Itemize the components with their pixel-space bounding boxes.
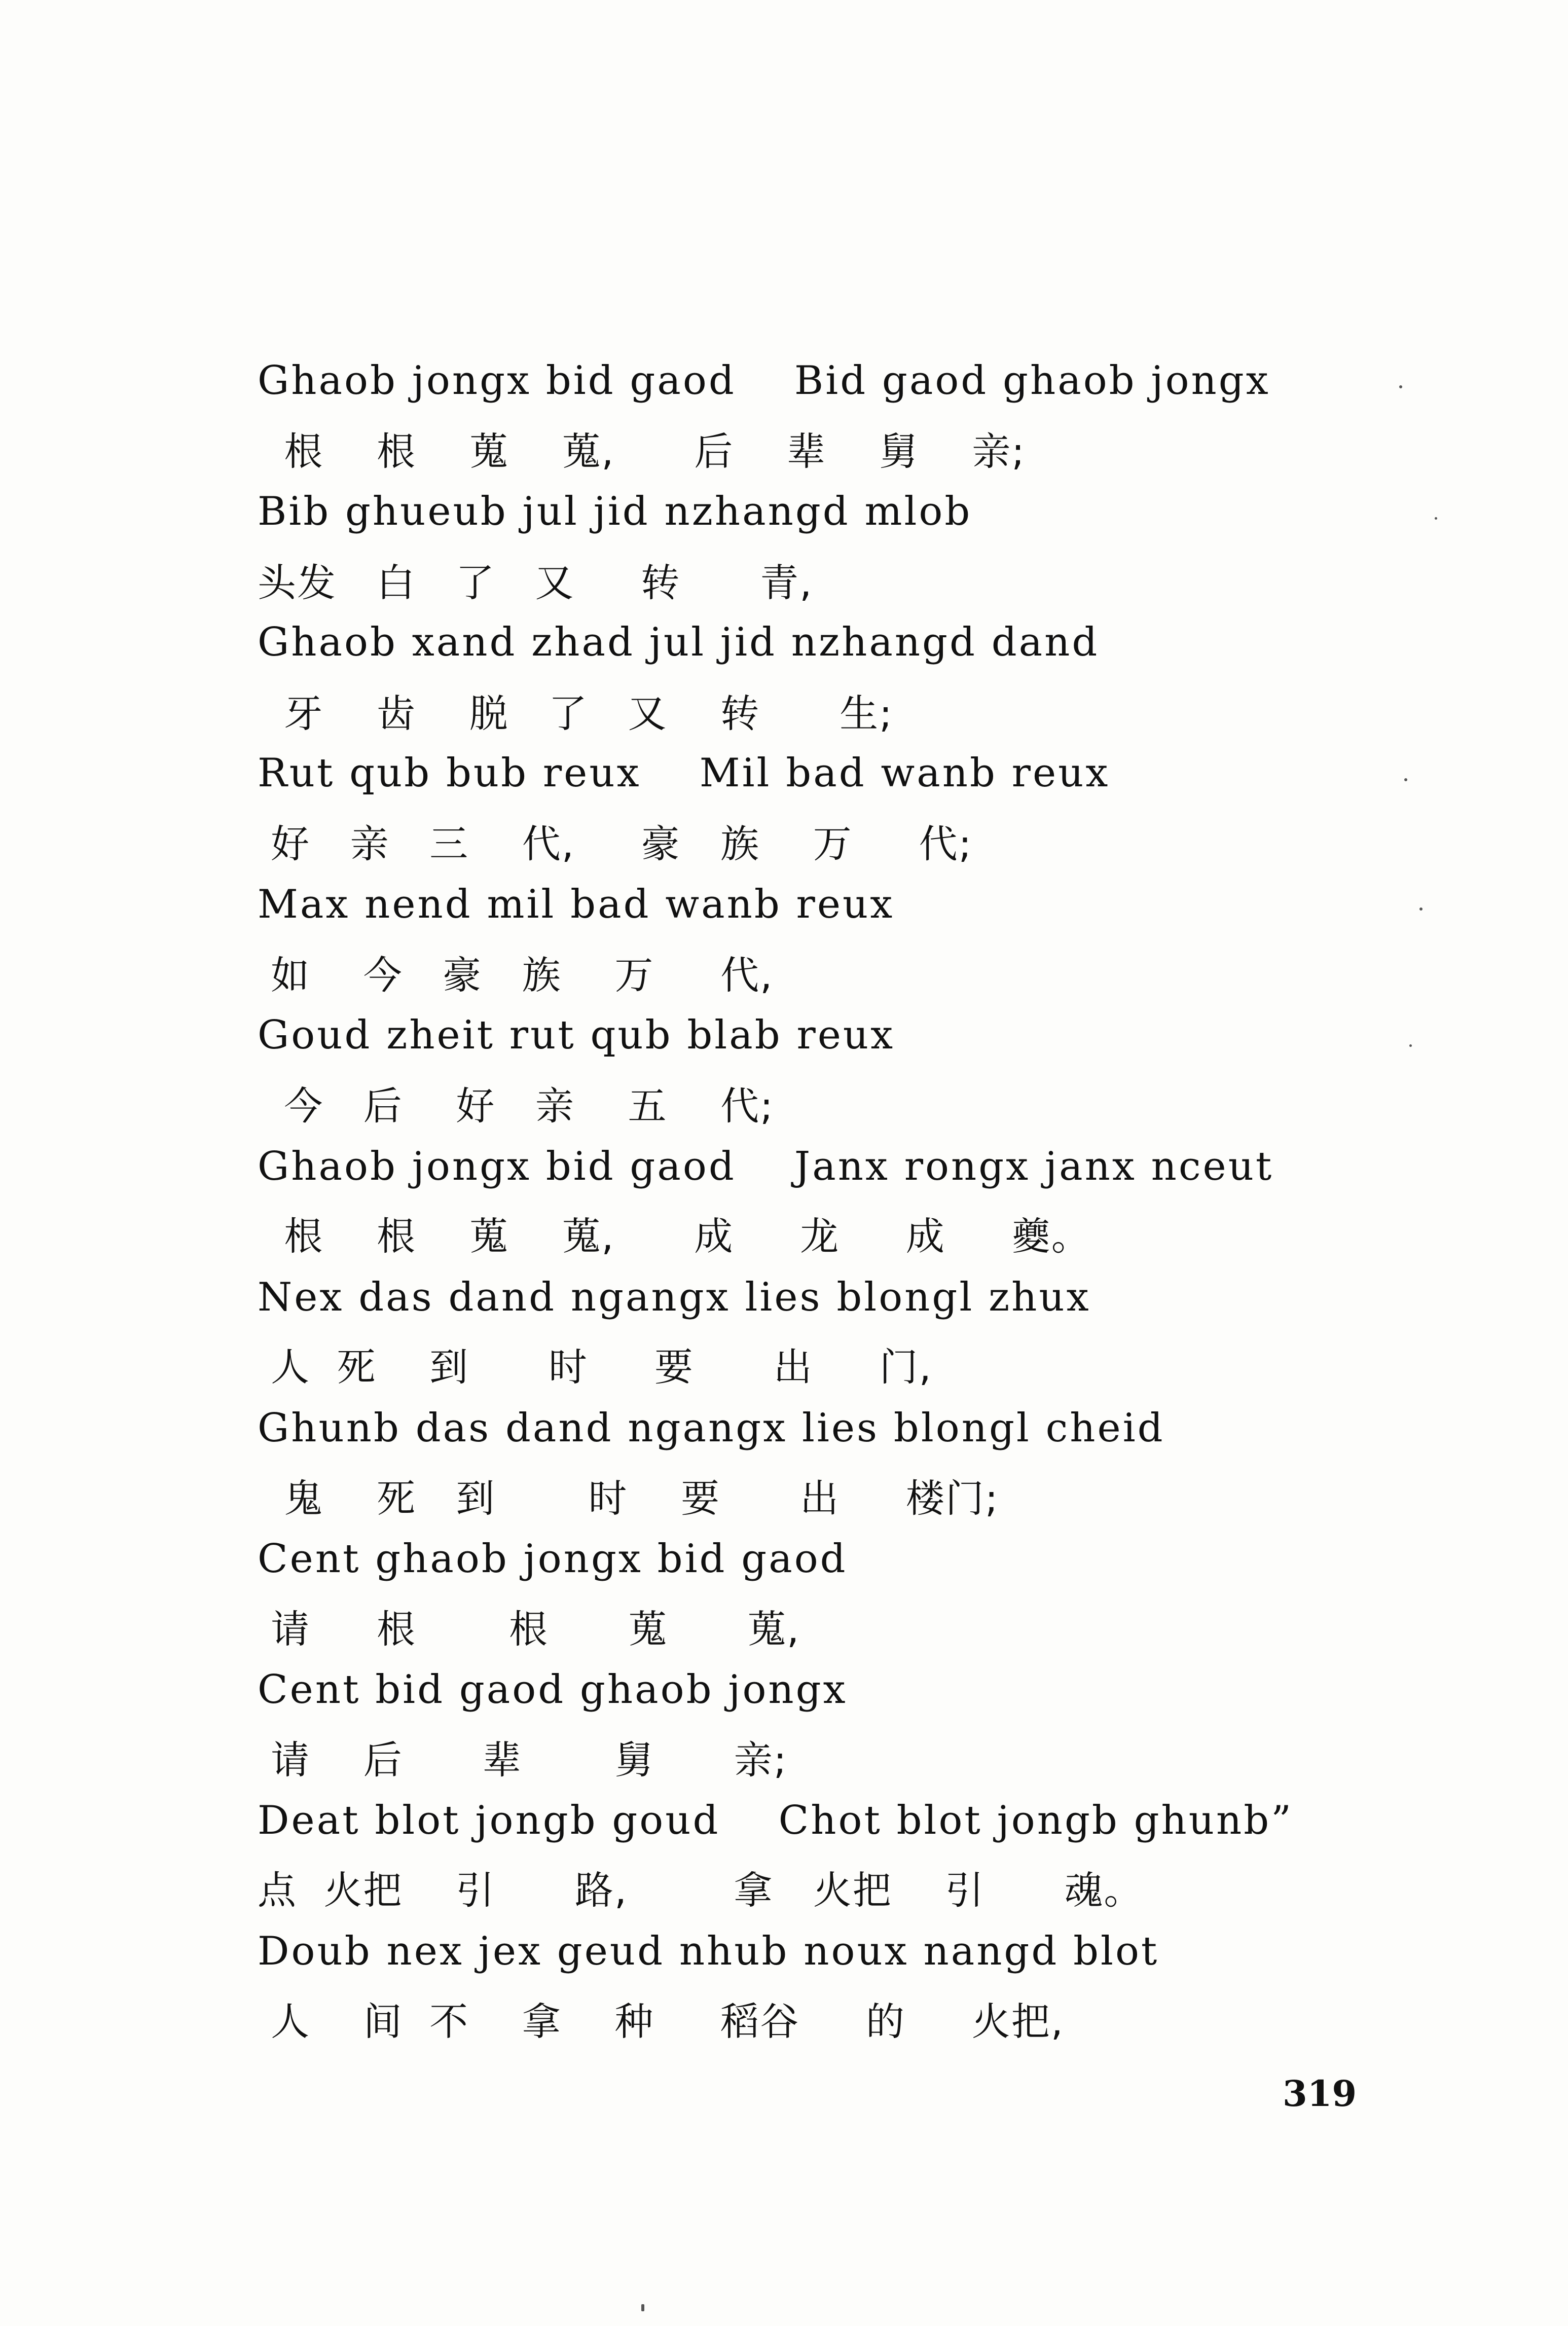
verse-11-han: 请 后 辈 舅 亲; <box>258 1737 788 1783</box>
verse-9-han: 鬼 死 到 时 要 出 楼门; <box>258 1476 999 1521</box>
scan-speck <box>1409 1044 1412 1047</box>
verse-2-latin: Bib ghueub jul jid nzhangd mlob <box>258 489 972 534</box>
verse-5-latin: Max nend mil bad wanb reux <box>258 882 895 927</box>
verse-9-latin: Ghunb das dand ngangx lies blongl cheid <box>258 1405 1165 1451</box>
verse-10-han: 请 根 根 蒐 蒐, <box>258 1607 800 1652</box>
scan-speck <box>1399 385 1402 388</box>
verse-7-latin: Ghaob jongx bid gaod Janx rongx janx nceut <box>258 1144 1274 1189</box>
verse-3-han: 牙 齿 脱 了 又 转 生; <box>258 691 893 736</box>
verse-4-han: 好 亲 三 代, 豪 族 万 代; <box>258 821 973 866</box>
scan-speck <box>1419 907 1423 911</box>
verse-2-han: 头发 白 了 又 转 青, <box>258 560 813 605</box>
verse-13-han: 人 间 不 拿 种 稻谷 的 火把, <box>258 1999 1064 2044</box>
verse-1-han: 根 根 蒐 蒐, 后 辈 舅 亲; <box>258 429 1026 474</box>
verse-1-latin: Ghaob jongx bid gaod Bid gaod ghaob jongx <box>258 358 1270 404</box>
verse-10-latin: Cent ghaob jongx bid gaod <box>258 1536 848 1582</box>
verse-5-han: 如 今 豪 族 万 代, <box>258 953 774 998</box>
scan-speck <box>641 2304 644 2311</box>
verse-7-han: 根 根 蒐 蒐, 成 龙 成 夔。 <box>258 1214 1091 1259</box>
verse-6-latin: Goud zheit rut qub blab reux <box>258 1012 895 1058</box>
verse-13-latin: Doub nex jex geud nhub noux nangd blot <box>258 1929 1159 1974</box>
verse-3-latin: Ghaob xand zhad jul jid nzhangd dand <box>258 620 1100 665</box>
verse-4-latin: Rut qub bub reux Mil bad wanb reux <box>258 750 1110 796</box>
scan-speck <box>1435 517 1437 520</box>
page-number: 319 <box>1283 2073 1357 2115</box>
verse-11-latin: Cent bid gaod ghaob jongx <box>258 1667 848 1713</box>
verse-6-han: 今 后 好 亲 五 代; <box>258 1083 774 1129</box>
verse-12-han: 点 火把 引 路, 拿 火把 引 魂。 <box>258 1868 1144 1913</box>
verse-8-latin: Nex das dand ngangx lies blongl zhux <box>258 1275 1091 1320</box>
verse-12-latin: Deat blot jongb goud Chot blot jongb ghunb” <box>258 1798 1294 1843</box>
scan-speck <box>1404 778 1407 781</box>
verse-8-han: 人 死 到 时 要 出 门, <box>258 1344 932 1390</box>
